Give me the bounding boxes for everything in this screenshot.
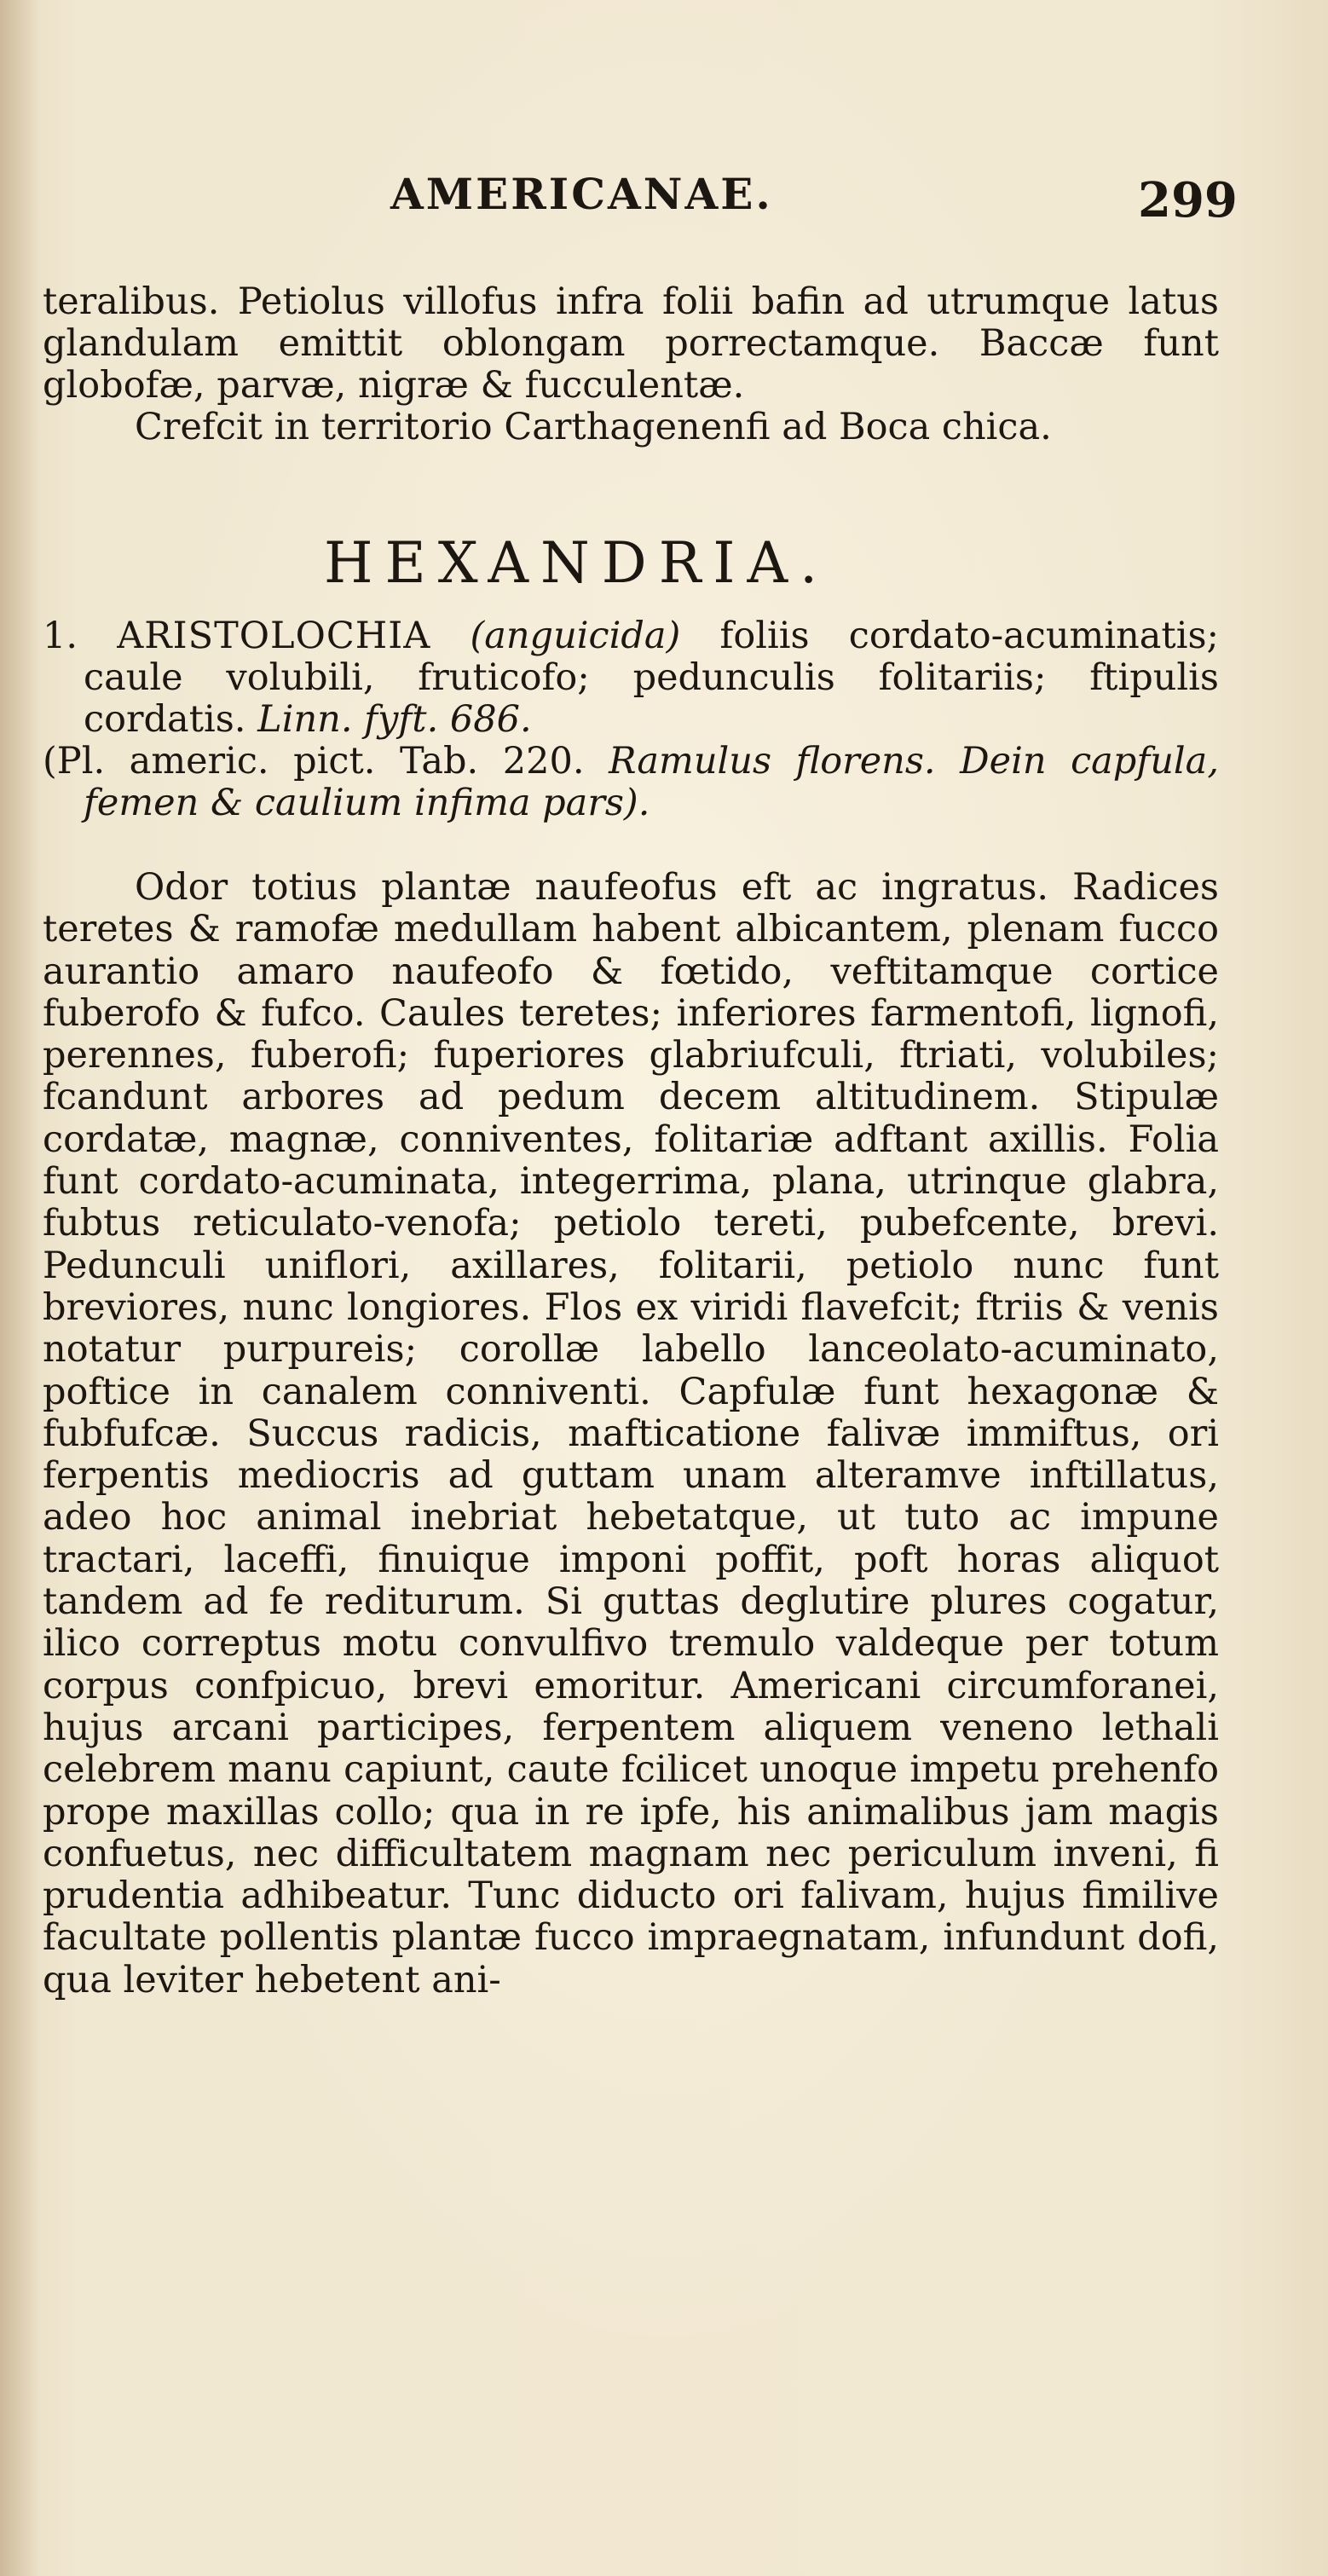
entry-species: (anguicida) bbox=[470, 615, 681, 657]
intro-paragraph-2: Crefcit in territorio Carthagenenfi ad Boca chica. bbox=[135, 406, 1052, 448]
entry-diagnosis-line bbox=[43, 615, 1219, 741]
plate-prefix: (Pl. americ. pict. Tab. 220. bbox=[43, 740, 585, 783]
entry-diagnosis: foliis cordato-acuminatis; caule volubili, fruticofo; pedunculis folitariis; ftipulis cordatis. bbox=[84, 615, 1220, 741]
species-entry bbox=[43, 615, 1219, 824]
running-head: AMERICANAE. bbox=[390, 169, 773, 219]
description-paragraph: Odor totius plantæ naufeofus eft ac ingratus. Radices teretes & ramofæ medullam habent albicantem, plenam fucco aurantio amaro naufeofo & fœtido, veftitamque cortice fuberofo & fufco. Caules teretes; inferiores farmentofi, lignofi, perennes, fuberofi; fuperiores glabriufculi, ftriati, volubiles; fcandunt arbores ad pedum decem altitudinem. Stipulæ cordatæ, magnæ, conniventes, folitariæ adftant axillis. Folia funt cordato-acuminata, integerrima, plana, utrinque glabra, fubtus reticulato-venofa; petiolo tereti, pubefcente, brevi. Pedunculi uniflori, axillares, folitarii, petiolo nunc funt breviores, nunc longiores. Flos ex viridi flavefcit; ftriis & venis notatur purpureis; corollæ labello lanceolato-acuminato, poftice in canalem conniventi. Capfulæ funt hexagonæ & fubfufcæ. Succus radicis, mafticatione falivæ immiftus, ori ferpentis mediocris ad guttam unam alteramve inftillatus, adeo hoc animal inebriat hebetatque, ut tuto ac impune tractari, laceffi, finuique imponi poffit, poft horas aliquot tandem ad fe rediturum. Si guttas deglutire plures cogatur, ilico correptus motu convulfivo tremulo valdeque per totum corpus confpicuo, brevi emoritur. Americani circumforanei, hujus arcani participes, ferpentem aliquem veneno lethali celebrem manu capiunt, caute fcilicet unoque impetu prehenfo prope maxillas collo; qua in re ipfe, his animalibus jam magis confuetus, nec difficultatem magnam nec periculum inveni, fi prudentia adhibeatur. Tunc diducto ori falivam, hujus fimilive facultate pollentis plantæ fucco impraegnatam, infundunt dofi, qua leviter hebetent ani- bbox=[43, 866, 1219, 2001]
description-text bbox=[43, 867, 1219, 2001]
entry-reference: Linn. fyft. 686. bbox=[257, 698, 532, 741]
entry-number: 1. bbox=[43, 615, 78, 657]
page-header bbox=[0, 169, 1328, 237]
intro-paragraph-1: teralibus. Petiolus villofus infra folii bafin ad utrumque latus glandulam emittit oblongam porrectamque. Baccæ funt globofæ, parvæ, nigræ & fucculentæ. bbox=[43, 280, 1219, 407]
section-heading: HEXANDRIA. bbox=[324, 530, 830, 596]
intro-text bbox=[43, 281, 1219, 448]
entry-plate-line bbox=[43, 741, 1219, 824]
entry-genus: ARISTOLOCHIA bbox=[117, 615, 431, 657]
page-number: 299 bbox=[1138, 172, 1238, 228]
page-gutter-shadow bbox=[0, 0, 39, 2576]
plate-note: Ramulus florens. Dein capfula, femen & caulium infima pars). bbox=[84, 740, 1219, 824]
